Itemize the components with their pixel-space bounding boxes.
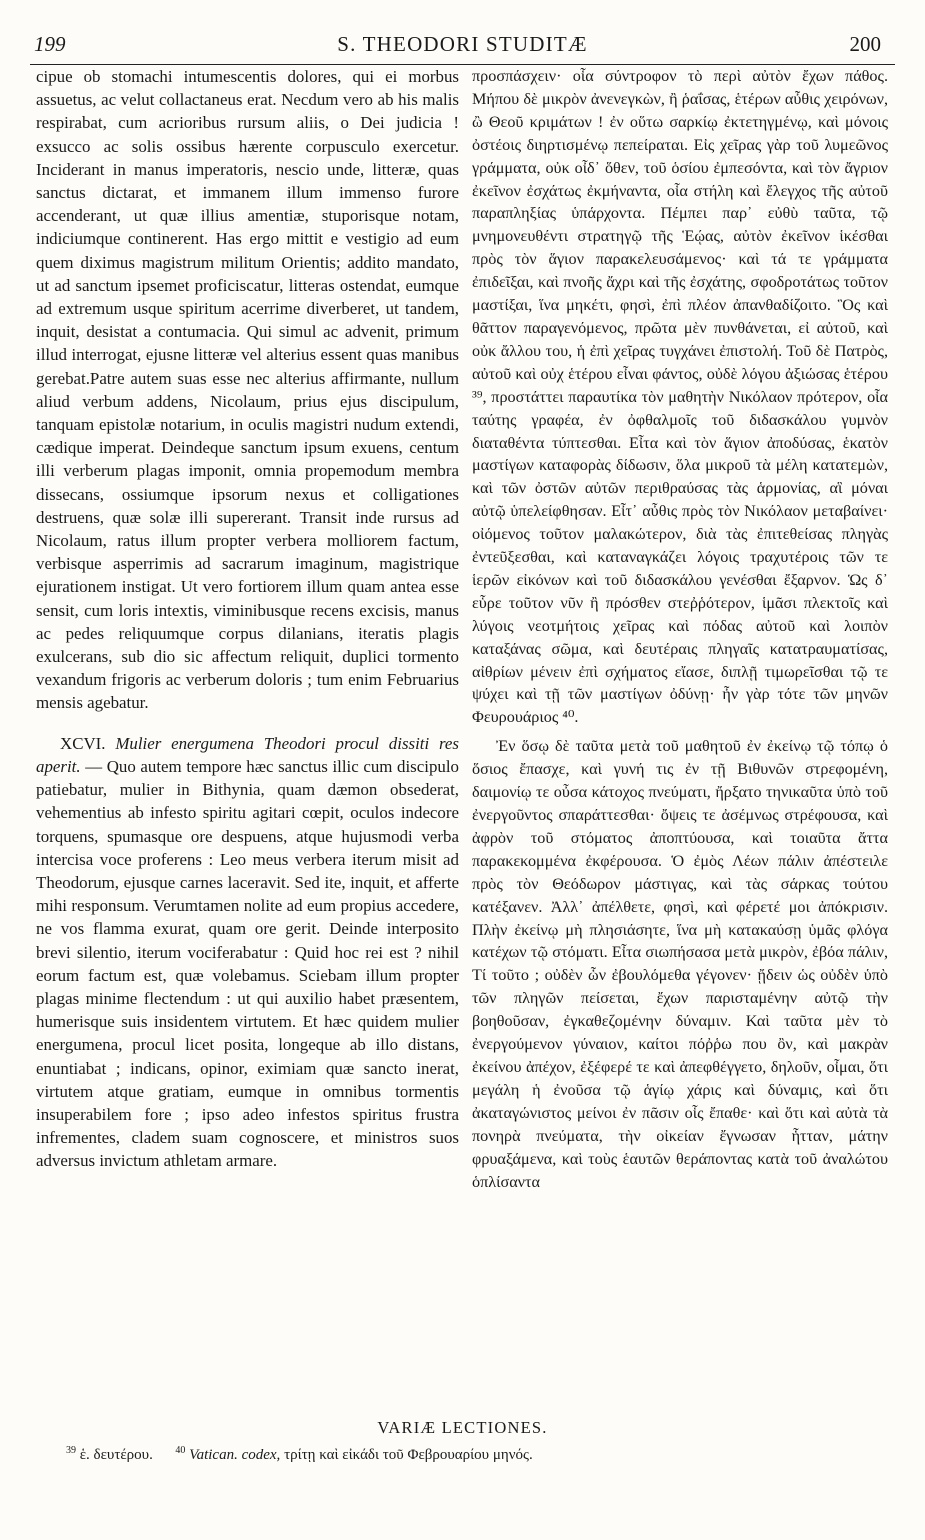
latin-section-xcvi (36, 732, 459, 1173)
running-title: S. THEODORI STUDITÆ (337, 32, 588, 56)
latin-column (36, 65, 459, 1173)
page-header (30, 30, 895, 65)
latin-paragraph-2: — Quo autem tempore hæc sanctus illic cum discipulo patiebatur, mulier in Bithynia, quam dæmon obsederat, vehementius ab infesto spiritu agitari cœpit, oculos indecore torquens, spumasque ore despuens, atque hujusmodi verba intercisa voce proferens : Leo meus verbera iterum misit ad Theodorum, ejusque carnes laceravit. Sed ite, inquit, et afferte mihi responsum. Verumtamen nolite ad eum propius accedere, ne vos flamma exurat, quam ore gerit. Deinde interposito brevi silentio, iterum vociferabatur : Quid hoc rei est ? nihil eorum factum est, quæ volebamus. Sciebam illum propter plagas minime flectendum : ut qui auxilio habet præsentem, humerisque suis insidentem virtutem. Et hæc quidem mulier energumena, procul licet posita, longeque ab illo distans, enuntiabat ; indicans, opinor, eximiam quæ sancto inerat, virtutem atque gratiam, eumque in omnibus tormentis insuperabilem fore ; ipso adeo infestos spiritus frustra infrementes, cladem suam cognoscere, et ministros suos adversus invictum athletam armare. (36, 756, 459, 1171)
page-number-right: 200 (849, 32, 881, 56)
greek-paragraph-1: προσπάσχειν· οἷα σύντροφον τὸ περὶ αὐτὸν ἔχων πάθος. Μήπου δὲ μικρὸν ἀνενεγκὼν, ἢ ῥαΐσας, ἑτέρων αὖθις χειρόνων, ὢ Θεοῦ κριμάτων ! ἐν οὕτω σαρκίῳ ἐκτετηγμένῳ, καὶ μόνοις ὀστέοις διηρτισμένῳ πεπείραται. Εἰς χεῖρας γὰρ τοῦ λυμεῶνος γράμματα, οὐκ οἶδ᾽ ὅθεν, τοῦ ὁσίου ἐμπεσόντα, καὶ τὸν ἄγριον ἐκεῖνον ἐσχάτως ἐκμήναντα, οἷα στήλη καὶ ἔλεγχος τῆς αὐτοῦ παραπληξίας ὑπάρχοντα. Πέμπει παρ᾽ εὐθὺ ταῦτα, τῷ μνημονευθέντι στρατηγῷ τῆς Ἑῴας, αὐτὸν ἐκεῖνον ἱκέσθαι πρὸς τὸν ἅγιον παρακελευσάμενος· καὶ τά τε γράμματα ἐπιδεῖξαι, καὶ πνοῆς ἄχρι καὶ τῆς ἐσχάτης, σφοδροτάτως τοῦτον μαστίξαι, ἵνα μηκέτι, φησὶ, ἐπὶ πλέον ἀπανθαδίζοιτο. Ὃς καὶ θᾶττον παραγενόμενος, πρῶτα μὲν πυνθάνεται, εἰ αὐτοῦ, καὶ οὐκ ἄλλου του, ἡ ἐπὶ χεῖρας τυγχάνει ἐπιστολή. Τοῦ δὲ Πατρὸς, αὐτοῦ καὶ οὐχ ἑτέρου εἶναι φάντος, οὐδὲ λόγου ἀξιώσας ἑτέρου ³⁹, προστάττει παραυτίκα τὸν μαθητὴν Νικόλαον πρότερον, οἷα ταύτης γραφέα, ἐν ὀφθαλμοῖς τοῦ διδασκάλου γυμνὸν διαταθέντα τύπτεσθαι. Εἶτα καὶ τὸν ἅγιον ἀποδύσας, ἑκατὸν μαστίγων καταφορὰς δίδωσιν, ὅλα μικροῦ τὰ μέλη κατατεμὼν, καὶ τῶν ὀστῶν αὐτῶν περιθραύσας τὰς ἁρμονίας, αἳ μόναι αὐτῷ ὑπελείφθησαν. Εἶτ᾽ αὖθις πρὸς τὸν Νικόλαον μεταβαίνει· οἰόμενος τοῦτον μαλακώτερον, διὰ τὰς ἐπιτεθείσας πληγὰς ἐντεῦξεσθαι, καὶ καταναγκάζει λόγοις τραχυτέροις τῶν τε ἱερῶν εἰκόνων καὶ τοῦ διδασκάλου γενέσθαι ἔξαρνον. Ὡς δ᾽ εὗρε τοῦτον νῦν ἢ πρόσθεν στεῤῥότερον, ἱμᾶσι πλεκτοῖς καὶ λύγοις νεοτμήτοις χεῖρας καὶ πόδας αὐτοῦ καὶ λοιπὸν καταξάνας σῶμα, καὶ δευτέραις πληγαῖς κατατραυματίσας, αἰθρίων μένειν ἐπὶ σχήματος εἴασε, διπλῇ τιμωρεῖσθαι τῷ τε ψύχει καὶ τῇ τῶν μαστίγων ὀδύνῃ· ἦν γὰρ τότε τῶν μηνῶν Φευρουάριος ⁴⁰. (472, 67, 888, 727)
latin-paragraph-1: cipue ob stomachi intumescentis dolores, qui ei morbus assuetus, ac velut collactaneus erat. Necdum vero ab his malis respirabat, cum acrioribus rursum aliis, o Dei judicia ! exsucco ac solis ossibus hærente corpusculo exercetur. Inciderant in manus imperatoris, nescio unde, litteræ, quas sanctus dictarat, et immanem illum immenso furore accenderant, ut quæ illius amentiæ, stuporisque notam, indiciumque continerent. Has ergo mittit e vestigio ad eum quem diximus magistrum militum Orientis; addito mandato, ut ad sanctum ipsemet proficiscatur, litteras ostendat, eumque ad extremum usque spiritum acerrime diverberet, ut tandem, inquit, desistat a contumacia. Qui simul ac advenit, primum illud interrogat, ejusne litteræ vel alterius essent quas manibus gerebat.Patre autem suas esse nec alterius affirmante, nullum aliud verbum addens, Nicolaum, prius ejus discipulum, tanquam epistolæ notarium, in oculis magistri nudum extendi, cædique imperat. Deindeque sanctum ipsum exuens, centum illi verberum plagas imponit, omnia propemodum membra dissecans, ossiumque ipsorum nexus et colligationes destruens, quæ solæ illi supererant. Transit inde rursus ad Nicolaum, ratus illum propter verbera molliorem factum, verbisque asperrimis ad sacrarum imaginum, magistrique ejurationem instigat. Ut vero fortiorem illum quam antea esse sensit, cum loris intextis, viminibusque recens excisis, manus ac pedes reliquumque corpus dilanians, iteratis plagis exulcerans, sub dio sic affectum reliquit, duplici tormento vexandum frigoris ac verberum doloris ; tum enim Februarius mensis agebatur. (36, 67, 459, 713)
variae-lectiones-heading: VARIÆ LECTIONES. (377, 1418, 548, 1437)
note-number-39: 39 (66, 1445, 76, 1456)
note-number-40: 40 (175, 1445, 186, 1456)
variae-lectiones-notes (66, 1445, 885, 1464)
greek-column (472, 65, 888, 1193)
greek-paragraph-2: Ἐν ὅσῳ δὲ ταῦτα μετὰ τοῦ μαθητοῦ ἐν ἐκείνῳ τῷ τόπῳ ὁ ὅσιος ἔπασχε, καὶ γυνή τις ἐν τῇ Βιθυνῶν στρεφομένη, δαιμονίῳ τε οὖσα κάτοχος πνεύματι, ἤρξατο τηνικαῦτα ὑπὸ τοῦ ἐνεργοῦντος σπαράττεσθαι· ὄψεις τε ἀσέμνως στρέφουσα, καὶ ἀφρὸν τοῦ στόματος ἀποπτύουσα, καὶ τοιαῦτα ἄττα παρακεκομμένα ἐκφέρουσα. Ὁ ἐμὸς Λέων πάλιν ἀπέστειλε πρὸς τὸν Θεόδωρον μάστιγας, καὶ τὰς σάρκας τούτου κατέξανεν. Ἀλλ᾽ ἀπέλθετε, φησὶ, καὶ φέρετέ μοι ἀπόκρισιν. Πλὴν ἐκείνῳ μὴ πλησιάσητε, ἵνα μὴ κατακαύσῃ ὑμᾶς φλόγα κατέχων τῷ στόματι. Εἶτα σιωπήσασα μετὰ μικρὸν, ἐβόα πάλιν, Τί τοῦτο ; οὐδὲν ὧν ἐβουλόμεθα γέγονεν· ᾔδειν ὡς οὐδὲν ὑπὸ τῶν πληγῶν πείσεται, ἔχων παρισταμένην αὐτῷ τὴν βοηθοῦσαν, ἐγκαθεζομένην δύναμιν. Καὶ ταῦτα μὲν τὸ ἐνεργούμενον γύναιον, καίτοι πόῤῥω που ὂν, καὶ μακρὰν ἐκείνου ἀπέχον, ἐξέφερέ τε καὶ ἀπεφθέγγετο, δηλοῦν, οἶμαι, ὅτι μεγάλη ἡ ἐνοῦσα τῷ ἁγίῳ χάρις καὶ δύναμις, καὶ ὅτι ἀκαταγώνιστος μείνοι ἐν πᾶσιν οἷς ἔπαθε· καὶ ὅτι καὶ αὐτὰ τὰ πονηρὰ πνεύματα, τὴν οἰκείαν ἔγνωσαν ἧτταν, μάτην φρυαξάμενα, καὶ τοὺς ἑαυτῶν θεράποντας κατὰ τοῦ ἀναλώτου ὁπλίσαντα (472, 737, 888, 1191)
note-39-text: ἑ. δευτέρου. (79, 1447, 153, 1463)
section-number: XCVI. (60, 733, 106, 753)
section-heading: Mulier energumena Theodori procul dissiti res aperit. (36, 733, 459, 776)
note-40-source: Vatican. codex, (189, 1447, 281, 1463)
page-number-left: 199 (34, 32, 66, 56)
note-40-text: τρίτῃ καὶ εἰκάδι τοῦ Φεβρουαρίου μηνός. (284, 1447, 533, 1463)
